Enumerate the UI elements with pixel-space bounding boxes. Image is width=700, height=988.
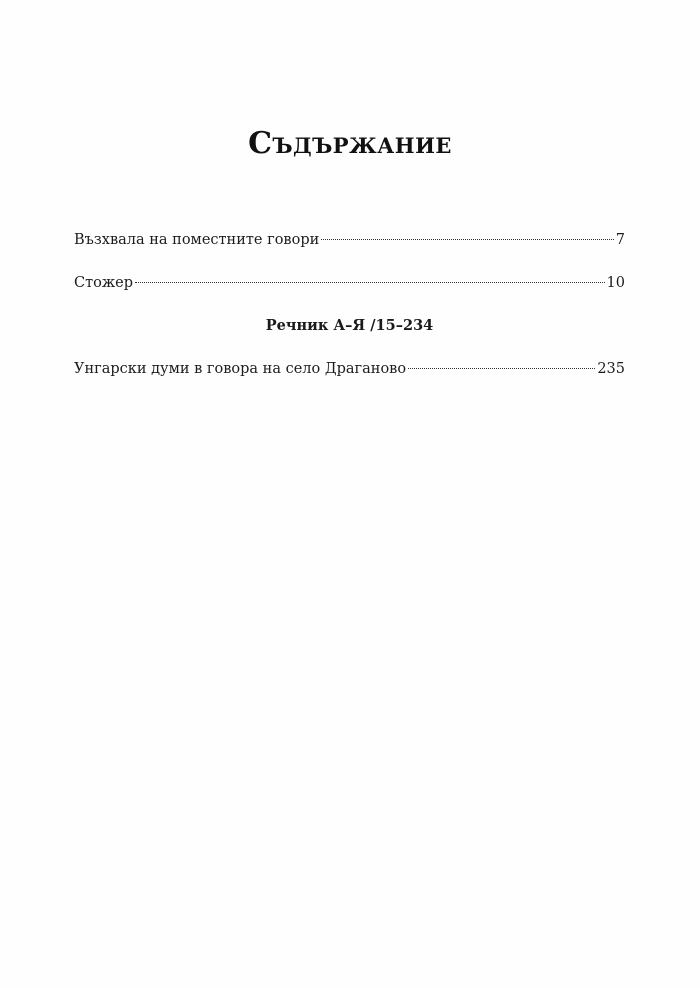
toc-entry[interactable] [74, 358, 625, 380]
dot-leader [135, 282, 604, 283]
toc-entry-page: 7 [615, 232, 625, 248]
toc-entry-title: Стожер [74, 275, 134, 291]
toc-entry-page: 10 [606, 275, 625, 291]
page-title: Съдържание [248, 126, 452, 161]
toc-entry[interactable] [74, 229, 625, 251]
toc-section-heading[interactable]: Речник А–Я /15–234 [265, 317, 434, 334]
dot-leader [408, 368, 595, 369]
toc-entry-page: 235 [597, 361, 625, 377]
toc-entry-title: Унгарски думи в говора на село Драганово [74, 361, 407, 377]
dot-leader [321, 239, 614, 240]
toc-entry[interactable] [74, 272, 625, 294]
toc-entry-title: Възхвала на поместните говори [74, 232, 320, 248]
